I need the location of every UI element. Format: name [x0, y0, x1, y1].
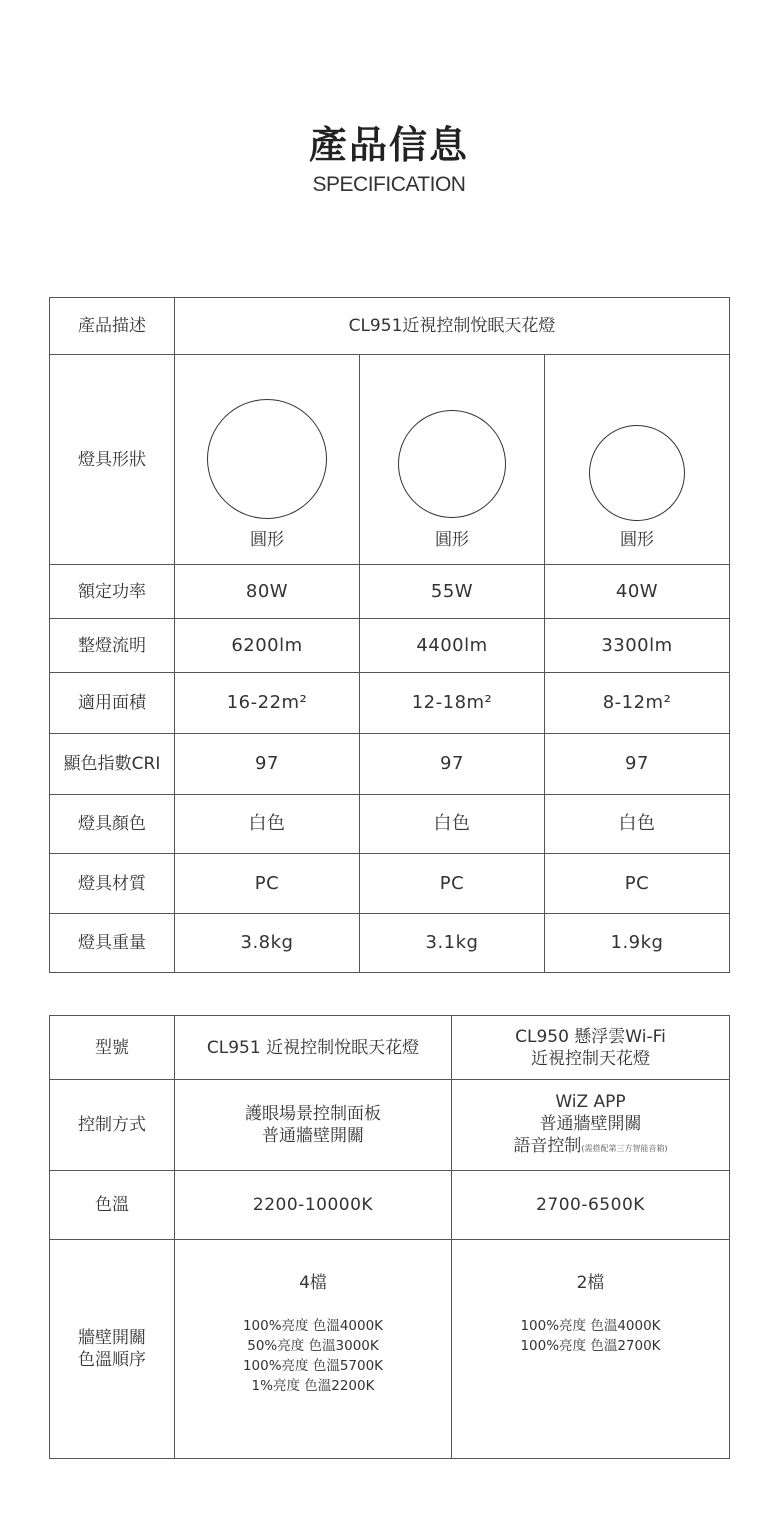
spec-value: 白色 [175, 795, 360, 854]
shape-cell-2 [360, 355, 545, 565]
spec-row-area [50, 673, 730, 734]
spec-label: 燈具顏色 [50, 795, 175, 854]
compare-row-model [50, 1016, 730, 1080]
control-b [452, 1080, 730, 1171]
spec-value: 8-12m² [545, 673, 730, 734]
control-a [175, 1080, 452, 1171]
model-b-line2: 近視控制天花燈 [531, 1048, 650, 1069]
spec-label: 額定功率 [50, 565, 175, 619]
spec-value: PC [545, 854, 730, 914]
control-a-line2: 普通牆壁開關 [262, 1126, 364, 1146]
cct-b: 2700-6500K [452, 1171, 730, 1240]
spec-label: 燈具重量 [50, 914, 175, 973]
spec-row-lumen [50, 619, 730, 673]
compare-row-cct [50, 1171, 730, 1240]
spec-value: 55W [360, 565, 545, 619]
switch-a-title: 4檔 [299, 1273, 327, 1293]
switch-step: 1%亮度 色溫2200K [251, 1378, 375, 1394]
spec-row-color [50, 795, 730, 854]
cct-a: 2200-10000K [175, 1171, 452, 1240]
switch-step: 100%亮度 色溫4000K [520, 1318, 661, 1334]
switch-b-steps [452, 1316, 729, 1356]
spec-label: 燈具材質 [50, 854, 175, 914]
spec-label-shape: 燈具形狀 [50, 355, 175, 565]
spec-row-cri [50, 734, 730, 795]
spec-value-description: CL951近視控制悅眠天花燈 [175, 298, 730, 355]
spec-value: 80W [175, 565, 360, 619]
switch-a [175, 1240, 452, 1459]
spec-label-description: 產品描述 [50, 298, 175, 355]
spec-value: 97 [360, 734, 545, 795]
spec-value: 16-22m² [175, 673, 360, 734]
spec-label: 適用面積 [50, 673, 175, 734]
spec-value: 12-18m² [360, 673, 545, 734]
shape-label-2: 圓形 [435, 530, 469, 550]
page-title: 產品信息 [308, 123, 469, 167]
model-b-line1: CL950 懸浮雲Wi-Fi [515, 1026, 666, 1047]
spec-table [49, 297, 730, 973]
compare-label-cct: 色溫 [50, 1171, 175, 1240]
spec-row-weight [50, 914, 730, 973]
spec-value: 40W [545, 565, 730, 619]
spec-row-shape [50, 355, 730, 565]
control-b-line2: 普通牆壁開關 [539, 1113, 642, 1134]
switch-label-line2: 色溫順序 [78, 1350, 146, 1370]
compare-label-control: 控制方式 [50, 1080, 175, 1171]
spec-row-material [50, 854, 730, 914]
control-b-line1: WiZ APP [555, 1091, 626, 1112]
switch-step: 50%亮度 色溫3000K [247, 1338, 379, 1354]
switch-a-steps [175, 1316, 451, 1396]
switch-step: 100%亮度 色溫5700K [242, 1358, 384, 1374]
spec-value: 白色 [360, 795, 545, 854]
compare-label-switch [50, 1240, 175, 1459]
spec-value: PC [360, 854, 545, 914]
spec-label: 整燈流明 [50, 619, 175, 673]
spec-value: 6200lm [175, 619, 360, 673]
circle-medium-icon [398, 410, 506, 518]
spec-value: 白色 [545, 795, 730, 854]
spec-value: 97 [545, 734, 730, 795]
compare-row-switch [50, 1240, 730, 1459]
switch-step: 100%亮度 色溫4000K [242, 1318, 384, 1334]
spec-value: 97 [175, 734, 360, 795]
spec-value: 4400lm [360, 619, 545, 673]
shape-cell-1 [175, 355, 360, 565]
spec-row-power [50, 565, 730, 619]
spec-value: 3300lm [545, 619, 730, 673]
spec-value: 3.1kg [360, 914, 545, 973]
control-b-voice: 語音控制 [513, 1135, 582, 1156]
shape-label-3: 圓形 [620, 530, 654, 550]
model-b [452, 1016, 730, 1080]
switch-label-line1: 牆壁開關 [78, 1328, 146, 1348]
control-b-note: (需搭配第三方智能音箱) [581, 1143, 668, 1153]
spec-value: 3.8kg [175, 914, 360, 973]
switch-b [452, 1240, 730, 1459]
model-a: CL951 近視控制悅眠天花燈 [175, 1016, 452, 1080]
compare-label-model: 型號 [50, 1016, 175, 1080]
control-b-line3 [452, 1135, 729, 1160]
circle-small-icon [589, 425, 685, 521]
spec-label: 顯色指數CRI [50, 734, 175, 795]
compare-table [49, 1015, 730, 1459]
compare-row-control [50, 1080, 730, 1171]
page-subtitle: SPECIFICATION [312, 173, 466, 196]
control-a-line1: 護眼場景控制面板 [245, 1104, 381, 1124]
shape-cell-3 [545, 355, 730, 565]
switch-step: 100%亮度 色溫2700K [520, 1338, 661, 1354]
circle-large-icon [207, 399, 327, 519]
spec-value: 1.9kg [545, 914, 730, 973]
spec-row-description [50, 298, 730, 355]
spec-value: PC [175, 854, 360, 914]
shape-label-1: 圓形 [250, 530, 284, 550]
switch-b-title: 2檔 [576, 1273, 605, 1293]
